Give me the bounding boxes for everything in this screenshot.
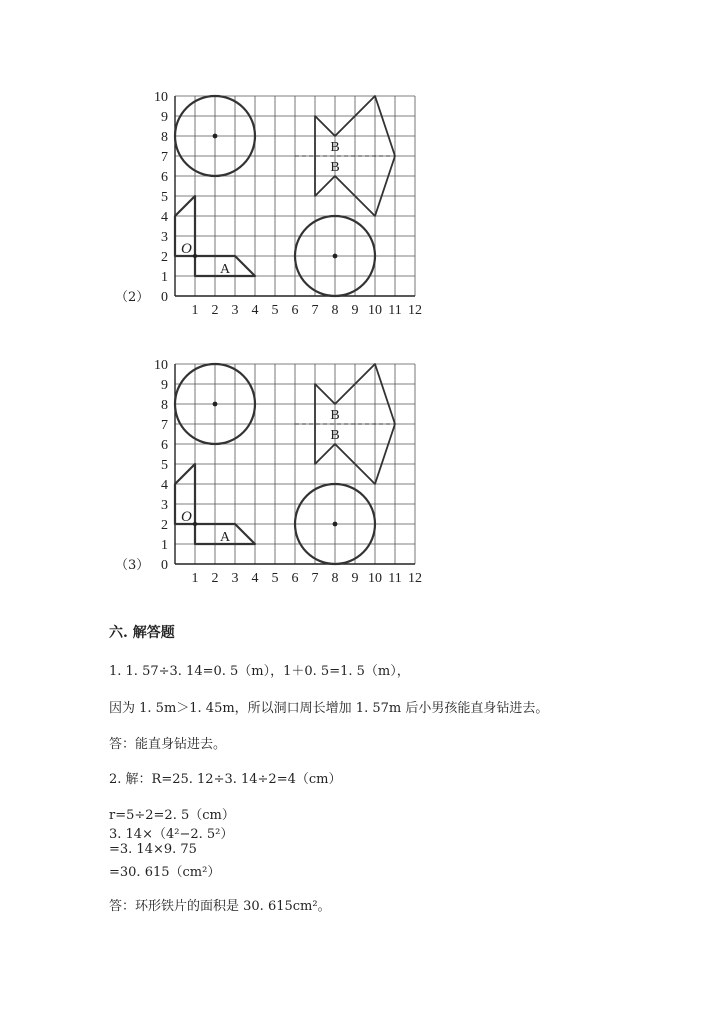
x-tick-label: 8 <box>331 303 339 318</box>
y-tick-label: 9 <box>161 378 168 393</box>
x-tick-label: 9 <box>351 571 359 586</box>
figure-label-2: （2） <box>115 290 150 305</box>
x-tick-label: 12 <box>408 303 422 318</box>
x-tick-label: 10 <box>368 303 382 318</box>
origin-label: O <box>181 241 192 257</box>
y-tick-label: 2 <box>161 250 168 265</box>
answer-line-8: =30. 615（cm²） <box>109 865 221 880</box>
answer-line-1: 1. 1. 57÷3. 14=0. 5（m），1＋0. 5=1. 5（m）， <box>109 664 410 679</box>
y-tick-label: 7 <box>161 418 168 433</box>
x-tick-label: 2 <box>211 303 219 318</box>
answer-line-5: r=5÷2=2. 5（cm） <box>109 808 235 823</box>
answer-line-2: 因为 1. 5m＞1. 45m，所以洞口周长增加 1. 57m 后小男孩能直身钻进去。 <box>109 701 549 716</box>
x-tick-label: 11 <box>388 303 402 318</box>
rotation-center-dot <box>193 254 197 258</box>
y-tick-label: 1 <box>161 270 168 285</box>
y-tick-label: 4 <box>161 210 168 225</box>
y-tick-label: 6 <box>161 438 168 453</box>
y-tick-label: 3 <box>161 230 168 245</box>
y-tick-label: 0 <box>161 290 168 305</box>
x-tick-label: 3 <box>231 571 239 586</box>
y-tick-label: 1 <box>161 538 168 553</box>
rotation-center-dot <box>193 522 197 526</box>
y-tick-label: 4 <box>161 478 168 493</box>
x-tick-label: 4 <box>251 571 259 586</box>
y-tick-label: 2 <box>161 518 168 533</box>
answer-line-3: 答：能直身钻进去。 <box>109 737 227 752</box>
y-tick-label: 10 <box>154 90 168 105</box>
x-tick-label: 6 <box>291 571 299 586</box>
x-tick-label: 9 <box>351 303 359 318</box>
x-tick-label: 11 <box>388 571 402 586</box>
figure-label-3: （3） <box>115 558 150 573</box>
answer-line-6: 3. 14×（4²−2. 5²） <box>109 827 234 842</box>
x-tick-label: 3 <box>231 303 239 318</box>
answer-line-7: =3. 14×9. 75 <box>109 842 197 857</box>
circle-center-dot <box>213 402 218 407</box>
y-tick-label: 5 <box>161 190 168 205</box>
x-tick-label: 4 <box>251 303 259 318</box>
x-tick-label: 8 <box>331 571 339 586</box>
circle-center-dot <box>333 254 338 259</box>
shape-a-label: A <box>219 262 231 277</box>
grid-figure-2 <box>140 88 440 320</box>
y-tick-label: 5 <box>161 458 168 473</box>
x-tick-label: 2 <box>211 571 219 586</box>
shape-b-label-bottom: B <box>330 428 340 443</box>
x-tick-label: 1 <box>191 303 199 318</box>
y-tick-label: 8 <box>161 398 168 413</box>
y-tick-label: 3 <box>161 498 168 513</box>
shape-a-label: A <box>219 530 231 545</box>
shape-b-label-bottom: B <box>330 160 340 175</box>
y-tick-label: 10 <box>154 358 168 373</box>
y-tick-label: 6 <box>161 170 168 185</box>
y-tick-label: 7 <box>161 150 168 165</box>
x-tick-label: 6 <box>291 303 299 318</box>
y-tick-label: 8 <box>161 130 168 145</box>
answer-line-9: 答：环形铁片的面积是 30. 615cm²。 <box>109 899 331 914</box>
origin-label: O <box>181 509 192 525</box>
x-tick-label: 10 <box>368 571 382 586</box>
y-tick-label: 0 <box>161 558 168 573</box>
circle-center-dot <box>213 134 218 139</box>
grid-figure-3 <box>140 356 440 588</box>
x-tick-label: 1 <box>191 571 199 586</box>
x-tick-label: 5 <box>271 303 279 318</box>
shape-b-label-top: B <box>330 408 340 423</box>
circle-center-dot <box>333 522 338 527</box>
x-tick-label: 12 <box>408 571 422 586</box>
answer-line-4: 2. 解：R=25. 12÷3. 14÷2=4（cm） <box>109 772 342 787</box>
section-title: 六. 解答题 <box>109 625 175 641</box>
shape-b-label-top: B <box>330 140 340 155</box>
x-tick-label: 7 <box>311 571 319 586</box>
x-tick-label: 5 <box>271 571 279 586</box>
x-tick-label: 7 <box>311 303 319 318</box>
y-tick-label: 9 <box>161 110 168 125</box>
